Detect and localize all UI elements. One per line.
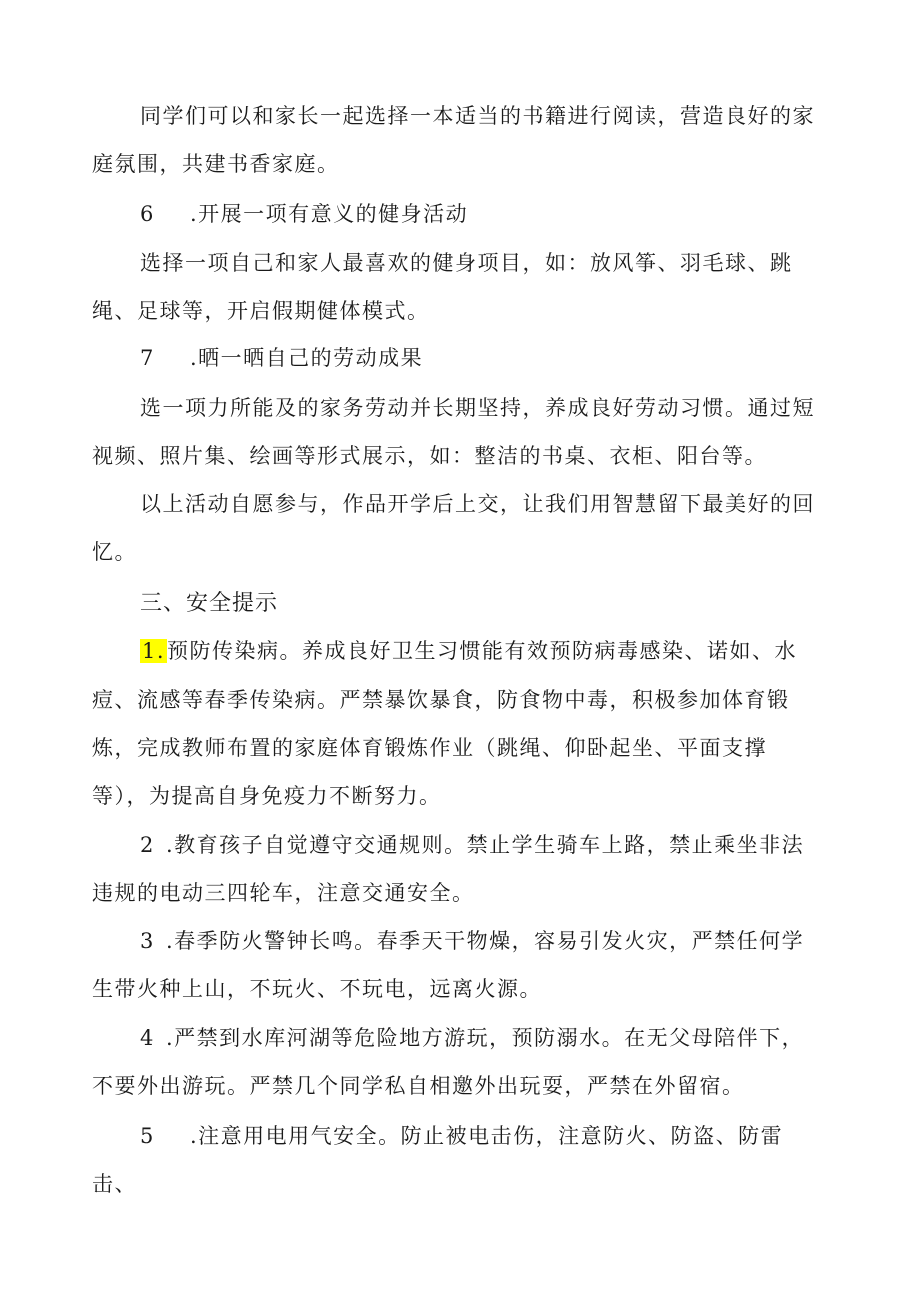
- safety-1-number-highlight: 1.: [142, 639, 166, 663]
- safety-2-line-2: 违规的电动三四轮车，注意交通安全。: [92, 881, 475, 905]
- paragraph-labor-line-1: 选一项力所能及的家务劳动并长期坚持，养成良好劳动习惯。通过短: [140, 396, 815, 420]
- safety-3-line-1: [140, 926, 804, 956]
- item-7-number: 7: [140, 346, 155, 370]
- safety-4-line-1: [140, 1023, 804, 1053]
- safety-4-number: 4: [140, 1026, 155, 1050]
- safety-1-line-3: 炼，完成教师布置的家庭体育锻炼作业（跳绳、仰卧起坐、平面支撑: [92, 736, 767, 760]
- item-7-title: .晒一晒自己的劳动成果: [190, 346, 424, 370]
- safety-1-line-4: 等），为提高自身免疫力不断努力。: [92, 784, 442, 808]
- paragraph-summary-line-1: 以上活动自愿参与，作品开学后上交，让我们用智慧留下最美好的回: [140, 492, 815, 516]
- safety-5-number: 5: [140, 1124, 155, 1148]
- safety-2-text: .教育孩子自觉遵守交通规则。禁止学生骑车上路，禁止乘坐非法: [166, 833, 805, 857]
- safety-1-line-1: [140, 636, 797, 666]
- safety-1-text: 预防传染病。养成良好卫生习惯能有效预防病毒感染、诺如、水: [167, 639, 798, 663]
- item-6-heading: [140, 199, 468, 229]
- safety-1-line-2: 痘、流感等春季传染病。严禁暴饮暴食，防食物中毒，积极参加体育锻: [92, 688, 790, 712]
- safety-3-line-2: 生带火种上山，不玩火、不玩电，远离火源。: [92, 977, 542, 1001]
- paragraph-reading-line-1: 同学们可以和家长一起选择一本适当的书籍进行阅读，营造良好的家: [140, 104, 815, 128]
- safety-2-line-1: [140, 830, 804, 860]
- paragraph-fitness-line-1: 选择一项自己和家人最喜欢的健身项目，如：放风筝、羽毛球、跳: [140, 251, 793, 275]
- safety-4-text: .严禁到水库河湖等危险地方游玩，预防溺水。在无父母陪伴下，: [166, 1026, 805, 1050]
- paragraph-labor-line-2: 视频、照片集、绘画等形式展示，如：整洁的书桌、衣柜、阳台等。: [92, 444, 767, 468]
- item-7-heading: [140, 343, 423, 373]
- safety-4-line-2: 不要外出游玩。严禁几个同学私自相邀外出玩耍，严禁在外留宿。: [92, 1074, 745, 1098]
- section-3-heading: 三、安全提示: [140, 591, 279, 616]
- safety-5-line-1: [140, 1121, 783, 1151]
- safety-3-text: .春季防火警钟长鸣。春季天干物燥，容易引发火灾，严禁任何学: [166, 929, 805, 953]
- item-6-title: .开展一项有意义的健身活动: [190, 202, 469, 226]
- safety-3-number: 3: [140, 929, 155, 953]
- paragraph-summary-line-2: 忆。: [92, 540, 137, 564]
- safety-5-line-2: 击、: [92, 1172, 137, 1196]
- safety-2-number: 2: [140, 833, 155, 857]
- item-6-number: 6: [140, 202, 155, 226]
- paragraph-fitness-line-2: 绳、足球等，开启假期健体模式。: [92, 299, 430, 323]
- safety-5-text: .注意用电用气安全。防止被电击伤，注意防火、防盗、防雷: [190, 1124, 784, 1148]
- paragraph-reading-line-2: 庭氛围，共建书香家庭。: [92, 152, 340, 176]
